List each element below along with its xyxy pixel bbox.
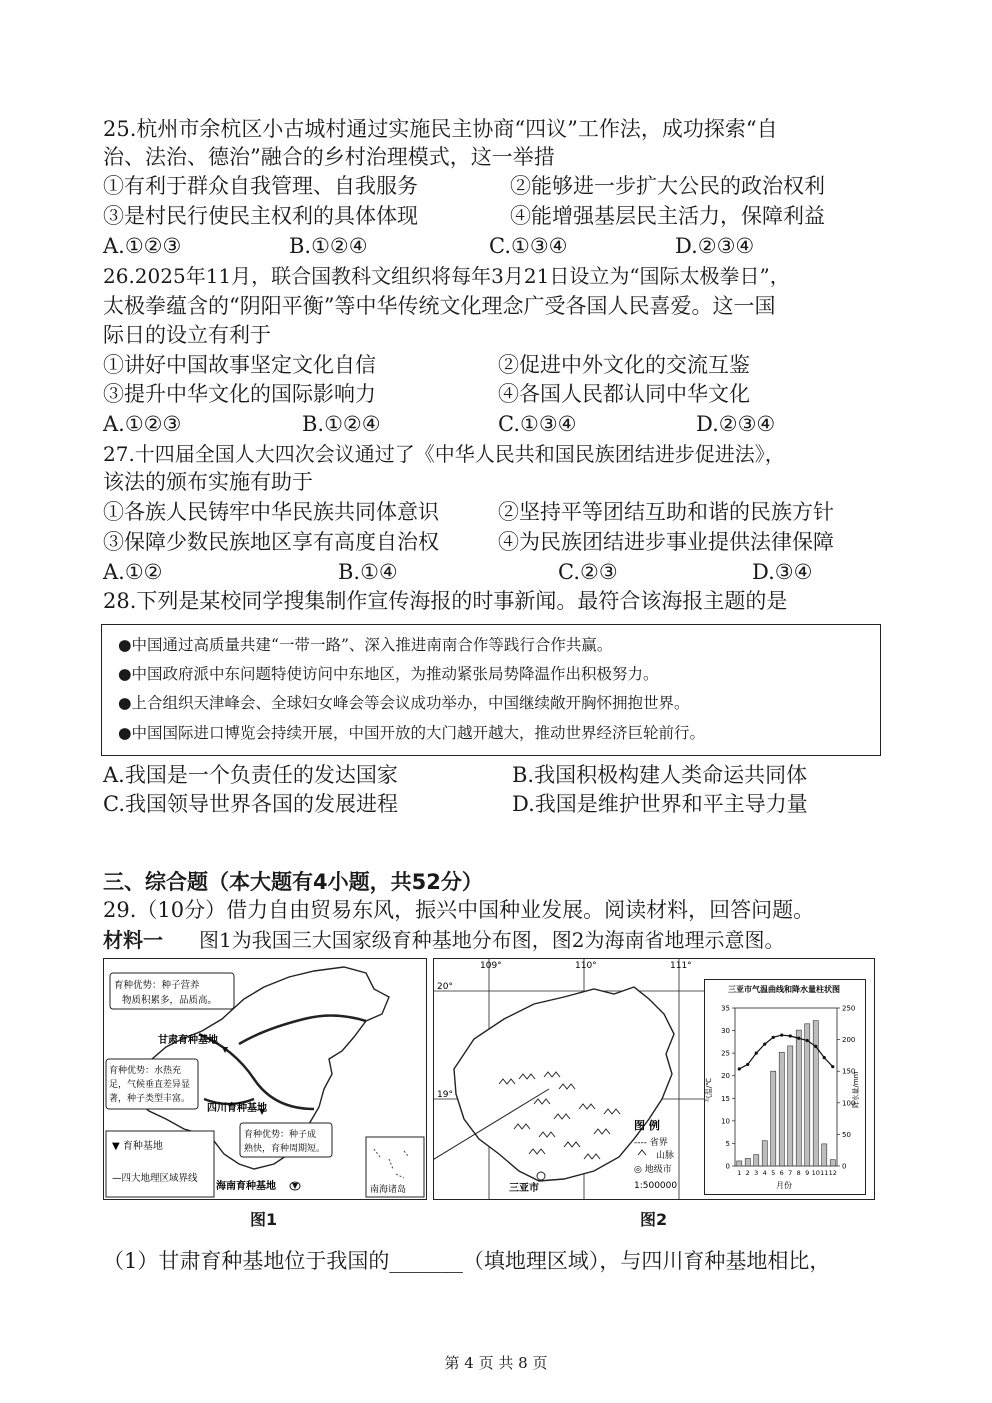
lat-label: 20° — [437, 982, 453, 992]
q26-statement-2: ②促进中外文化的交流互鉴 — [498, 353, 750, 377]
lon-label: 110° — [575, 961, 597, 971]
temperature-point — [763, 1043, 766, 1046]
right-tick-label: 200 — [842, 1036, 856, 1045]
sanya-label: 三亚市 — [509, 1183, 539, 1194]
month-label: 6 — [779, 1169, 784, 1177]
temperature-point — [746, 1063, 749, 1066]
q26-option-c[interactable]: C.①③④ — [498, 412, 577, 436]
legend-mountain: 山脉 — [656, 1151, 675, 1161]
precip-bar — [830, 1160, 835, 1166]
region-boundary — [239, 1015, 366, 1044]
base-marker-hainan — [292, 1183, 298, 1189]
legend-mountain-icon — [638, 1150, 646, 1155]
precip-bar — [762, 1141, 767, 1166]
temperature-point — [755, 1052, 758, 1055]
hainan-adv-line2: 熟快，育种周期短。 — [244, 1144, 326, 1154]
q26-option-b[interactable]: B.①②④ — [302, 412, 381, 436]
q27-option-b[interactable]: B.①④ — [338, 560, 398, 584]
scale-label: 1:500000 — [634, 1181, 678, 1191]
q25-statement-2: ②能够进一步扩大公民的政治权利 — [510, 174, 825, 198]
q25-option-d[interactable]: D.②③④ — [675, 234, 755, 258]
lon-label: 111° — [670, 961, 692, 971]
plot-frame — [735, 1008, 837, 1166]
gansu-adv-line1: 育种优势：种子营养 — [114, 980, 200, 991]
chart-title: 三亚市气温曲线和降水量柱状图 — [728, 985, 840, 994]
section-heading: 三、综合题（本大题有4小题，共52分） — [103, 870, 483, 894]
precip-bar — [745, 1158, 750, 1166]
temperature-point — [738, 1067, 741, 1070]
q26-statement-3: ③提升中华文化的国际影响力 — [103, 382, 376, 406]
precip-bar — [788, 1046, 793, 1166]
news-item: ●上合组织天津峰会、全球妇女峰会等会议成功举办，中国继续敞开胸怀拥抱世界。 — [118, 694, 690, 712]
lat-label: 19° — [437, 1090, 453, 1100]
lon-label: 109° — [480, 961, 502, 971]
temperature-point — [789, 1034, 792, 1037]
figure-2 — [433, 958, 875, 1200]
q28-stem: 28.下列是某校同学搜集制作宣传海报的时事新闻。最符合该海报主题的是 — [103, 589, 788, 613]
news-box — [101, 624, 881, 756]
hainan-base-label: 海南育种基地 — [216, 1181, 276, 1192]
figure-1-caption: 图1 — [250, 1210, 278, 1229]
precip-bar — [737, 1161, 742, 1166]
sichuan-base-label: 四川育种基地 — [207, 1103, 267, 1114]
climate-chart-box — [704, 979, 866, 1195]
news-item: ●中国国际进口博览会持续开展，中国开放的大门越开越大，推动世界经济巨轮前行。 — [118, 724, 706, 742]
x-axis-label: 月份 — [776, 1181, 792, 1190]
precip-bar — [813, 1021, 818, 1166]
right-tick-label: 250 — [842, 1004, 856, 1013]
month-label: 12 — [828, 1169, 837, 1177]
temperature-point — [823, 1056, 826, 1059]
material-text: 图1为我国三大国家级育种基地分布图，图2为海南省地理示意图。 — [199, 928, 785, 952]
temperature-point — [814, 1045, 817, 1048]
month-label: 5 — [771, 1169, 776, 1177]
right-tick-label: 50 — [842, 1130, 851, 1139]
month-label: 8 — [796, 1169, 801, 1177]
q27-option-a[interactable]: A.①② — [103, 560, 163, 584]
month-label: 11 — [820, 1169, 829, 1177]
q25-stem-line1: 25.杭州市余杭区小古城村通过实施民主协商“四议”工作法，成功探索“自 — [103, 117, 778, 141]
temperature-line — [739, 1035, 833, 1069]
q26-stem-line1: 26.2025年11月，联合国教科文组织将每年3月21日设立为“国际太极拳日”， — [103, 264, 790, 288]
month-label: 3 — [754, 1169, 759, 1177]
legend-province-border: ---- 省界 — [634, 1138, 668, 1148]
left-tick-label: 30 — [721, 1027, 730, 1036]
q25-option-c[interactable]: C.①③④ — [489, 234, 568, 258]
left-tick-label: 0 — [725, 1162, 730, 1171]
month-label: 9 — [805, 1169, 810, 1177]
right-tick-label: 0 — [842, 1162, 847, 1171]
legend-title: 图 例 — [634, 1119, 660, 1132]
precip-bar — [779, 1052, 784, 1166]
precip-bar — [822, 1144, 827, 1166]
q26-stem-line2: 太极拳蕴含的“阴阳平衡”等中华传统文化理念广受各国人民喜爱。这一国 — [103, 294, 776, 318]
material-label: 材料一 — [103, 928, 163, 952]
temperature-point — [797, 1037, 800, 1040]
q26-option-a[interactable]: A.①②③ — [103, 412, 182, 436]
q29-sub1: （1）甘肃育种基地位于我国的_______（填地理区域），与四川育种基地相比， — [103, 1249, 831, 1273]
temperature-point — [831, 1065, 834, 1068]
right-axis-label: 降水量/mm — [852, 1071, 860, 1109]
q25-statement-3: ③是村民行使民主权利的具体体现 — [103, 204, 418, 228]
left-axis-label: 气温/℃ — [705, 1077, 713, 1103]
precip-bar — [796, 1030, 801, 1166]
left-tick-label: 35 — [721, 1004, 730, 1013]
climate-chart — [705, 980, 863, 1192]
q25-statement-1: ①有利于群众自我管理、自我服务 — [103, 174, 418, 198]
month-label: 7 — [788, 1169, 793, 1177]
q27-statement-3: ③保障少数民族地区享有高度自治权 — [103, 530, 439, 554]
legend-base: ▼ 育种基地 — [112, 1141, 163, 1152]
month-label: 4 — [762, 1169, 767, 1177]
right-tick-label: 150 — [842, 1067, 856, 1076]
gansu-base-label: 甘肃育种基地 — [158, 1035, 218, 1046]
left-tick-label: 5 — [725, 1139, 730, 1148]
q25-option-b[interactable]: B.①②④ — [289, 234, 368, 258]
q25-stem-line2: 治、法治、德治”融合的乡村治理模式，这一举措 — [103, 145, 555, 169]
q27-statement-4: ④为民族团结进步事业提供法律保障 — [498, 530, 834, 554]
sichuan-adv-line3: 著，种子类型丰富。 — [109, 1094, 191, 1104]
q25-option-a[interactable]: A.①②③ — [103, 234, 182, 258]
q27-statement-1: ①各族人民铸牢中华民族共同体意识 — [103, 500, 439, 524]
right-tick-label: 100 — [842, 1099, 856, 1108]
china-map — [104, 959, 426, 1199]
left-tick-label: 20 — [721, 1072, 730, 1081]
temperature-point — [772, 1036, 775, 1039]
q27-option-d[interactable]: D.③④ — [752, 560, 813, 584]
q27-statement-2: ②坚持平等团结互助和谐的民族方针 — [498, 500, 834, 524]
q27-stem-line1: 27.十四届全国人大四次会议通过了《中华人民共和国民族团结进步促进法》， — [103, 442, 785, 466]
left-tick-label: 10 — [721, 1117, 730, 1126]
q27-option-c[interactable]: C.②③ — [558, 560, 618, 584]
hainan-adv-line1: 育种优势：种子成 — [244, 1130, 317, 1140]
precip-bar — [805, 1024, 810, 1166]
left-tick-label: 15 — [721, 1094, 730, 1103]
news-item: ●中国通过高质量共建“一带一路”、深入推进南南合作等践行合作共赢。 — [118, 636, 613, 654]
q29-stem: 29.（10分）借力自由贸易东风，振兴中国种业发展。阅读材料，回答问题。 — [103, 898, 815, 922]
figure-2-caption: 图2 — [640, 1210, 668, 1229]
page-footer: 第 4 页 共 8 页 — [444, 1354, 548, 1372]
month-label: 10 — [811, 1169, 820, 1177]
month-label: 1 — [737, 1169, 742, 1177]
q28-option-d[interactable]: D.我国是维护世界和平主导力量 — [512, 792, 808, 816]
legend-boundary: —四大地理区域界线 — [112, 1173, 198, 1184]
precip-bar — [771, 1071, 776, 1166]
q26-statement-1: ①讲好中国故事坚定文化自信 — [103, 353, 376, 377]
legend-city: ◎ 地级市 — [634, 1165, 672, 1175]
q25-statement-4: ④能增强基层民主活力，保障利益 — [510, 204, 825, 228]
q26-stem-line3: 际日的设立有利于 — [103, 323, 271, 347]
precip-bar — [754, 1155, 759, 1166]
q28-option-c[interactable]: C.我国领导世界各国的发展进程 — [103, 792, 398, 816]
temperature-point — [806, 1039, 809, 1042]
temperature-point — [780, 1033, 783, 1036]
q28-option-a[interactable]: A.我国是一个负责任的发达国家 — [103, 763, 398, 787]
q28-option-b[interactable]: B.我国积极构建人类命运共同体 — [512, 763, 808, 787]
q27-stem-line2: 该法的颁布实施有助于 — [103, 470, 313, 494]
figure-1 — [103, 958, 427, 1200]
gansu-adv-line2: 物质积累多，品质高。 — [122, 995, 218, 1006]
news-item: ●中国政府派中东问题特使访问中东地区，为推动紧张局势降温作出积极努力。 — [118, 665, 659, 683]
q26-option-d[interactable]: D.②③④ — [696, 412, 776, 436]
sichuan-adv-line2: 足，气候垂直差异显 — [109, 1080, 191, 1090]
left-tick-label: 25 — [721, 1049, 730, 1058]
south-sea-label: 南海诸岛 — [370, 1185, 407, 1195]
month-label: 2 — [745, 1169, 750, 1177]
sichuan-adv-line1: 育种优势：水热充 — [109, 1066, 182, 1076]
q26-statement-4: ④各国人民都认同中华文化 — [498, 382, 750, 406]
